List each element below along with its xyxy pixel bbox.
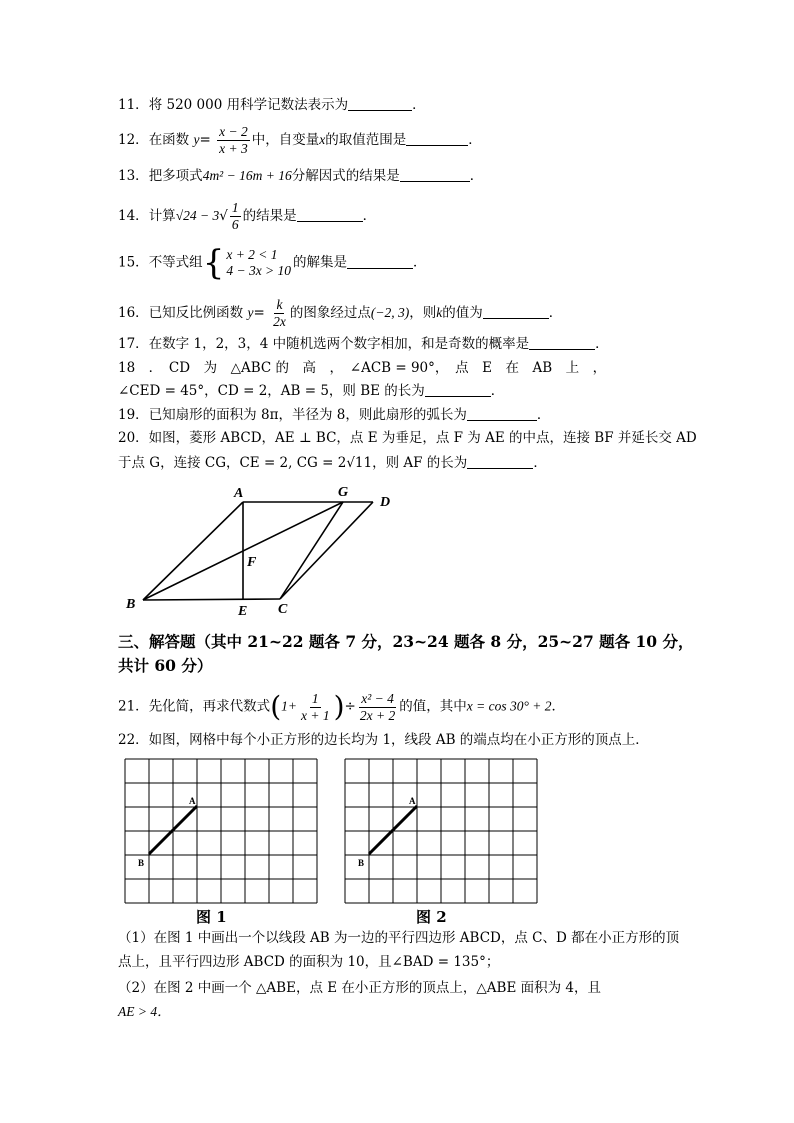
label-d: D <box>380 495 391 510</box>
answer-blank-11[interactable] <box>348 96 412 111</box>
figure-1-caption: 图 1 <box>196 908 227 926</box>
question-11: 11．将 520 000 用科学记数法表示为 ． <box>118 97 426 113</box>
question-15: 15．不等式组{ x + 2 < 1 4 − 3x > 10 的解集是 ． <box>118 243 427 283</box>
edge-cd <box>280 502 373 599</box>
rhombus-diagram <box>118 482 408 622</box>
label-f: F <box>247 555 257 570</box>
question-22: 22．如图，网格中每个小正方形的边长均为 1，线段 AB 的端点均在小正方形的顶点上． <box>118 732 649 748</box>
question-21: 21．先化简，再求代数式(1+ $\frac{1}{x + 1}$ )÷ $\frac{\text{x² − 4}}{2x + 2}$ 的值，其中x = cos 30° + 2． <box>118 690 565 723</box>
question-22-part2-line1: （2）在图 2 中画一个 △ABE，点 E 在小正方形的顶点上，△ABE 面积为 4，且 <box>118 980 601 996</box>
grid-figure-1 <box>124 758 318 904</box>
question-22-part2-line2: AE > 4． <box>118 1004 171 1019</box>
label-g: G <box>338 485 349 500</box>
label-b: B <box>138 858 145 868</box>
question-18-line1: 18 ． CD 为 △ABC 的 高 ， ∠ACB = 90°， 点 E 在 AB 上 ， <box>118 360 607 376</box>
question-18-line2: ∠CED = 45°，CD = 2，AB = 5，则 BE 的长为 ． <box>118 383 505 399</box>
answer-blank-17[interactable] <box>529 335 595 350</box>
question-19: 19．已知扇形的面积为 8π，半径为 8，则此扇形的弧长为 ． <box>118 407 551 423</box>
answer-blank-16[interactable] <box>483 304 549 319</box>
label-c: C <box>278 602 288 617</box>
answer-blank-19[interactable] <box>467 406 537 421</box>
question-20-line2: 于点 G，连接 CG，CE = 2, CG = 2√11，则 AF 的长为 ． <box>118 455 547 471</box>
label-b: B <box>358 858 365 868</box>
label-b: B <box>126 597 136 612</box>
question-22-part1-line2: 点上，且平行四边形 ABCD 的面积为 10，且∠BAD = 135°； <box>118 954 500 970</box>
question-20-line1: 20．如图，菱形 ABCD，AE ⊥ BC，点 E 为垂足，点 F 为 AE 的中点，连接 BF 并延长交 AD <box>118 430 697 446</box>
answer-blank-18[interactable] <box>425 382 491 397</box>
edge-ab <box>143 502 243 600</box>
answer-blank-20[interactable] <box>467 454 533 469</box>
grid-figure-2 <box>344 758 540 904</box>
answer-blank-14[interactable] <box>297 207 363 222</box>
root-fraction: $\frac{1}{6}$ <box>231 200 239 232</box>
section-heading: 三、解答题（其中 21~22 题各 7 分，23~24 题各 8 分，25~27 题各 10 分，共计 60 分） <box>118 632 694 675</box>
label-e: E <box>238 604 248 619</box>
question-12: 12．在函数 y= $\frac{x - 2}{x + 3}$ 中，自变量x的取值范围是 ． <box>118 124 482 156</box>
question-16: 16．已知反比例函数 y= $\frac{k}{2x}$ 的图象经过点(−2, 3)，则k的值为 ． <box>118 297 563 329</box>
label-a: A <box>189 796 196 806</box>
answer-blank-12[interactable] <box>406 131 468 146</box>
fraction: $\frac{x - 2}{x + 3}$ <box>219 124 248 156</box>
answer-blank-15[interactable] <box>347 254 413 269</box>
question-14: 14．计算√24 − 3√ $\frac{1}{6}$ 的结果是 ． <box>118 200 377 232</box>
answer-blank-13[interactable] <box>400 167 470 182</box>
question-22-part1-line1: （1）在图 1 中画出一个以线段 AB 为一边的平行四边形 ABCD，点 C、D 都在小正方形的顶 <box>118 930 680 946</box>
question-17: 17．在数字 1，2，3，4 中随机选两个数字相加，和是奇数的概率是 ． <box>118 336 609 352</box>
edge-bc <box>143 599 280 600</box>
question-13: 13．把多项式4m² − 16m + 16分解因式的结果是 ． <box>118 168 484 184</box>
label-a: A <box>409 796 416 806</box>
label-a: A <box>234 486 244 501</box>
figure-2-caption: 图 2 <box>416 908 447 926</box>
